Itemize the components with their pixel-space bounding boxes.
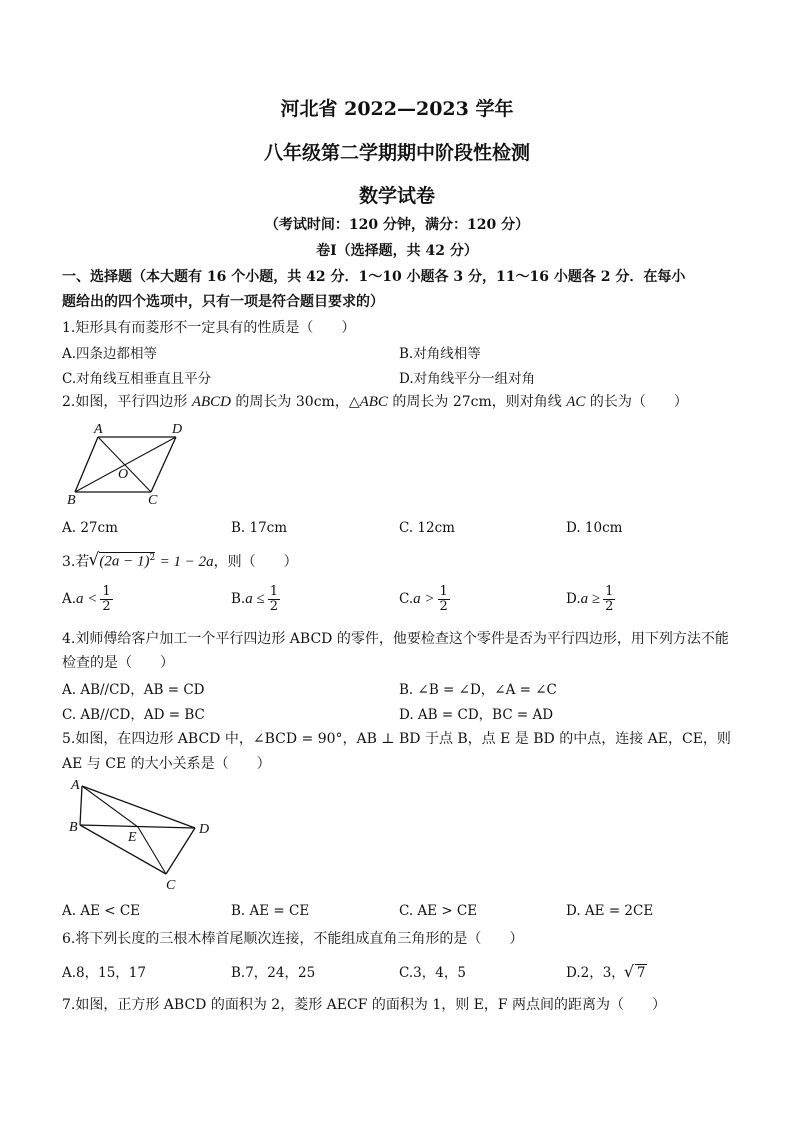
q4-option-d: D. AB = CD，BC = AD xyxy=(399,707,554,723)
q3-option-c: C.a > $\frac{1}{2}$ xyxy=(399,584,448,614)
q6-option-c: C.3，4，5 xyxy=(399,965,466,981)
edge-ab xyxy=(80,786,82,825)
label-d: D xyxy=(172,422,183,437)
label-b: B xyxy=(67,493,76,508)
q5-option-d: D. AE = 2CE xyxy=(566,903,654,919)
q5-option-b: B. AE = CE xyxy=(231,903,310,919)
edge-ab xyxy=(75,437,98,492)
q1-option-b: B.对角线相等 xyxy=(399,346,481,362)
title-line-1: 河北省 2022—2023 学年 xyxy=(280,98,514,120)
label-o: O xyxy=(118,467,129,482)
q6-stem: 6.将下列长度的三根木棒首尾顺次连接，不能组成直角三角形的是（ ） xyxy=(62,931,524,947)
q4-option-c: C. AB//CD，AD = BC xyxy=(62,707,205,723)
q2-option-a: A. 27cm xyxy=(62,520,118,536)
q5-stem-line-2: AE 与 CE 的大小关系是（ ） xyxy=(62,756,271,772)
q6-radical: √ 7 xyxy=(623,962,646,981)
q4-stem-line-2: 检查的是（ ） xyxy=(62,655,174,671)
q5-option-a: A. AE < CE xyxy=(62,903,141,919)
q5-stem-line-1: 5.如图，在四边形 ABCD 中，∠BCD = 90°，AB ⊥ BD 于点 B，点 E 是 BD 的中点，连接 AE，CE，则 xyxy=(62,731,731,747)
label-d: D xyxy=(199,822,210,837)
title-line-3: 数学试卷 xyxy=(358,185,435,207)
q2-stem: 2.如图，平行四边形 ABCD 的周长为 30cm，△ABC 的周长为 27cm，则对角线 AC 的长为（ ） xyxy=(62,394,688,410)
q4-option-a: A. AB//CD，AB = CD xyxy=(62,682,205,698)
q2-option-b: B. 17cm xyxy=(231,520,288,536)
q1-option-a: A.四条边都相等 xyxy=(62,346,158,362)
q3-stem: 3.若 √ $(2a - 1)^2 = 1 - 2a$，则（ ） xyxy=(62,550,298,571)
q6-option-d: D.2，3， √ 7 xyxy=(566,962,646,981)
q5-option-c: C. AE > CE xyxy=(399,903,478,919)
section-heading-line-2: 题给出的四个选项中，只有一项是符合题目要求的） xyxy=(62,294,384,310)
q4-stem-line-1: 4.刘师傅给客户加工一个平行四边形 ABCD 的零件，他要检查这个零件是否为平行四边形，用下列方法不能 xyxy=(62,631,729,647)
q6-option-b: B.7，24，25 xyxy=(231,965,316,981)
q2-option-d: D. 10cm xyxy=(566,520,623,536)
exam-info: （考试时间：120 分钟，满分：120 分） xyxy=(264,217,530,233)
diagonal-bd xyxy=(75,437,176,492)
segment-ae xyxy=(82,786,138,827)
q3-option-d: D.a ≥ $\frac{1}{2}$ xyxy=(566,584,614,614)
q6-option-a: A.8，15，17 xyxy=(62,965,146,981)
edge-dc xyxy=(166,828,195,874)
label-e: E xyxy=(128,830,137,845)
q4-option-b: B. ∠B = ∠D，∠A = ∠C xyxy=(399,682,557,698)
section-heading-line-1: 一、选择题（本大题有 16 个小题，共 42 分．1～10 小题各 3 分，11～16 小题各 2 分．在每小 xyxy=(62,269,686,285)
label-c: C xyxy=(166,878,176,893)
q1-option-c: C.对角线互相垂直且平分 xyxy=(62,371,212,387)
q5-quadrilateral-figure xyxy=(62,775,222,895)
edge-bc xyxy=(80,825,166,874)
edge-dc xyxy=(151,437,176,492)
label-b: B xyxy=(69,820,78,835)
volume-label: 卷Ⅰ（选择题，共 42 分） xyxy=(316,243,478,259)
label-c: C xyxy=(148,493,158,508)
edge-ad xyxy=(82,786,195,828)
label-a: A xyxy=(71,778,80,793)
title-line-2: 八年级第二学期期中阶段性检测 xyxy=(263,142,530,164)
q2-option-c: C. 12cm xyxy=(399,520,455,536)
q2-parallelogram-figure xyxy=(62,420,202,510)
label-a: A xyxy=(94,422,103,437)
q3-radical: √ $(2a - 1)^2$ xyxy=(88,550,156,571)
q3-option-b: B.a ≤ $\frac{1}{2}$ xyxy=(231,584,278,614)
q1-option-d: D.对角线平分一组对角 xyxy=(399,371,536,387)
q7-stem: 7.如图，正方形 ABCD 的面积为 2，菱形 AECF 的面积为 1，则 E，F 两点间的距离为（ ） xyxy=(62,997,667,1013)
q3-option-a: A.a < $\frac{1}{2}$ xyxy=(62,584,111,614)
q1-stem: 1.矩形具有而菱形不一定具有的性质是（ ） xyxy=(62,320,356,336)
segment-ec xyxy=(138,827,166,874)
